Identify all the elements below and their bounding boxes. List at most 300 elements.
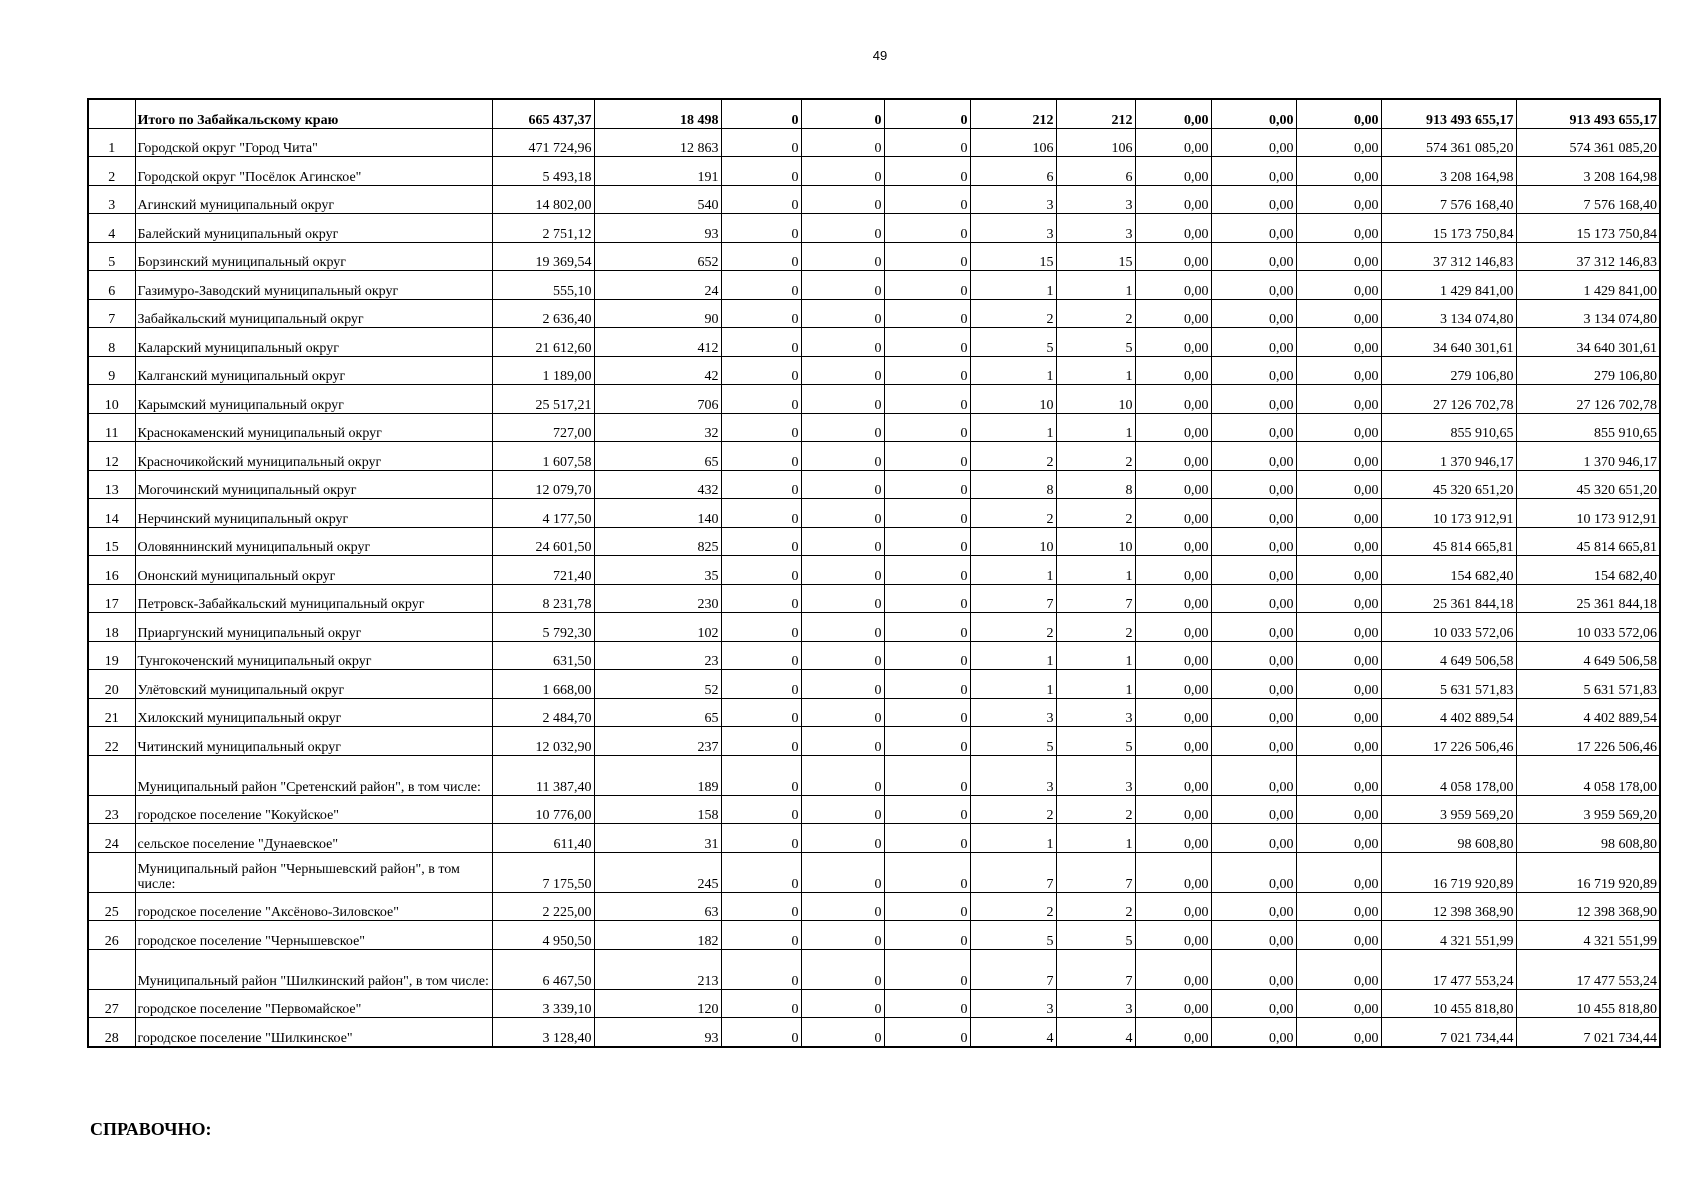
row-number-cell: 20: [88, 670, 135, 699]
value-cell: 3 339,10: [492, 989, 594, 1018]
value-cell: 721,40: [492, 556, 594, 585]
value-cell: 10 173 912,91: [1381, 499, 1516, 528]
value-cell: 1: [1056, 824, 1135, 853]
value-cell: 0,00: [1296, 921, 1381, 950]
value-cell: 24: [594, 271, 721, 300]
table-row: [88, 128, 1660, 157]
value-cell: 0: [801, 527, 884, 556]
row-number-cell: 19: [88, 641, 135, 670]
value-cell: 0: [884, 670, 970, 699]
value-cell: 0: [801, 892, 884, 921]
value-cell: 7: [1056, 852, 1135, 892]
value-cell: 2: [1056, 892, 1135, 921]
municipality-name-cell: Балейский муниципальный округ: [135, 214, 492, 243]
table-row: [88, 442, 1660, 471]
value-cell: 3: [1056, 185, 1135, 214]
value-cell: 0,00: [1211, 128, 1296, 157]
value-cell: 0,00: [1135, 442, 1211, 471]
value-cell: 0: [884, 242, 970, 271]
value-cell: 2 484,70: [492, 698, 594, 727]
value-cell: 0,00: [1296, 157, 1381, 186]
value-cell: 0: [801, 755, 884, 795]
table-row: [88, 892, 1660, 921]
municipality-name-cell: Каларский муниципальный округ: [135, 328, 492, 357]
total-name-cell: Итого по Забайкальскому краю: [135, 99, 492, 128]
value-cell: 0,00: [1211, 499, 1296, 528]
value-cell: 17 477 553,24: [1381, 949, 1516, 989]
value-cell: 3: [1056, 755, 1135, 795]
value-cell: 0,00: [1296, 949, 1381, 989]
value-cell: 0: [801, 242, 884, 271]
value-cell: 5: [970, 727, 1056, 756]
value-cell: 0: [884, 584, 970, 613]
value-cell: 0,00: [1296, 271, 1381, 300]
value-cell: 0,00: [1135, 727, 1211, 756]
value-cell: 0: [884, 328, 970, 357]
value-cell: 1 370 946,17: [1381, 442, 1516, 471]
value-cell: 1: [1056, 670, 1135, 699]
total-value-cell: 913 493 655,17: [1381, 99, 1516, 128]
value-cell: 0: [721, 128, 801, 157]
value-cell: 540: [594, 185, 721, 214]
value-cell: 12 398 368,90: [1516, 892, 1660, 921]
value-cell: 0,00: [1135, 527, 1211, 556]
municipality-name-cell: Оловяннинский муниципальный округ: [135, 527, 492, 556]
value-cell: 4 177,50: [492, 499, 594, 528]
municipality-name-cell: Тунгокоченский муниципальный округ: [135, 641, 492, 670]
value-cell: 0,00: [1135, 670, 1211, 699]
value-cell: 0: [884, 128, 970, 157]
municipality-name-cell: Агинский муниципальный округ: [135, 185, 492, 214]
value-cell: 16 719 920,89: [1516, 852, 1660, 892]
value-cell: 5 792,30: [492, 613, 594, 642]
value-cell: 0: [801, 989, 884, 1018]
value-cell: 0,00: [1296, 413, 1381, 442]
row-number-cell: 4: [88, 214, 135, 243]
value-cell: 0,00: [1211, 328, 1296, 357]
value-cell: 34 640 301,61: [1516, 328, 1660, 357]
value-cell: 0,00: [1135, 641, 1211, 670]
value-cell: 98 608,80: [1381, 824, 1516, 853]
table-row: [88, 698, 1660, 727]
value-cell: 15 173 750,84: [1516, 214, 1660, 243]
value-cell: 4 950,50: [492, 921, 594, 950]
value-cell: 0: [721, 892, 801, 921]
value-cell: 1: [970, 356, 1056, 385]
value-cell: 1: [970, 413, 1056, 442]
value-cell: 25 361 844,18: [1381, 584, 1516, 613]
value-cell: 0: [884, 795, 970, 824]
value-cell: 2: [970, 892, 1056, 921]
value-cell: 10: [970, 385, 1056, 414]
municipality-name-cell: городское поселение "Чернышевское": [135, 921, 492, 950]
municipality-name-cell: Красночикойский муниципальный округ: [135, 442, 492, 471]
value-cell: 0,00: [1211, 641, 1296, 670]
table-row: [88, 356, 1660, 385]
value-cell: 3: [970, 989, 1056, 1018]
value-cell: 1 429 841,00: [1381, 271, 1516, 300]
table-row: [88, 299, 1660, 328]
value-cell: 4 649 506,58: [1516, 641, 1660, 670]
value-cell: 0: [884, 824, 970, 853]
value-cell: 0: [721, 921, 801, 950]
value-cell: 52: [594, 670, 721, 699]
value-cell: 3 208 164,98: [1516, 157, 1660, 186]
value-cell: 0,00: [1135, 356, 1211, 385]
value-cell: 0: [884, 385, 970, 414]
value-cell: 0: [801, 584, 884, 613]
value-cell: 7: [1056, 949, 1135, 989]
value-cell: 0: [884, 755, 970, 795]
value-cell: 0: [801, 214, 884, 243]
value-cell: 19 369,54: [492, 242, 594, 271]
value-cell: 0,00: [1211, 470, 1296, 499]
value-cell: 63: [594, 892, 721, 921]
value-cell: 0: [884, 185, 970, 214]
value-cell: 106: [1056, 128, 1135, 157]
table-row: [88, 556, 1660, 585]
value-cell: 120: [594, 989, 721, 1018]
municipality-name-cell: Ононский муниципальный округ: [135, 556, 492, 585]
total-value-cell: 0,00: [1135, 99, 1211, 128]
value-cell: 2: [970, 299, 1056, 328]
row-number-cell: 25: [88, 892, 135, 921]
value-cell: 4 321 551,99: [1381, 921, 1516, 950]
value-cell: 12 079,70: [492, 470, 594, 499]
value-cell: 1 668,00: [492, 670, 594, 699]
value-cell: 7: [970, 852, 1056, 892]
value-cell: 631,50: [492, 641, 594, 670]
value-cell: 0,00: [1211, 824, 1296, 853]
table-row: [88, 670, 1660, 699]
table-row: [88, 755, 1660, 795]
value-cell: 8: [970, 470, 1056, 499]
value-cell: 0: [884, 949, 970, 989]
table-row: [88, 949, 1660, 989]
row-number-cell: 6: [88, 271, 135, 300]
value-cell: 574 361 085,20: [1516, 128, 1660, 157]
row-number-cell: 15: [88, 527, 135, 556]
municipality-name-cell: Улётовский муниципальный округ: [135, 670, 492, 699]
value-cell: 855 910,65: [1516, 413, 1660, 442]
value-cell: 7 576 168,40: [1381, 185, 1516, 214]
total-row: [88, 99, 1660, 128]
value-cell: 0: [801, 824, 884, 853]
municipality-name-cell: Газимуро-Заводский муниципальный округ: [135, 271, 492, 300]
value-cell: 15 173 750,84: [1381, 214, 1516, 243]
value-cell: 3: [1056, 989, 1135, 1018]
page-number: 49: [872, 48, 888, 63]
total-value-cell: 913 493 655,17: [1516, 99, 1660, 128]
row-number-cell: 27: [88, 989, 135, 1018]
value-cell: 412: [594, 328, 721, 357]
value-cell: 1: [970, 641, 1056, 670]
row-number-cell: 24: [88, 824, 135, 853]
value-cell: 3 134 074,80: [1381, 299, 1516, 328]
value-cell: 12 032,90: [492, 727, 594, 756]
total-value-cell: 0,00: [1296, 99, 1381, 128]
total-value-cell: 18 498: [594, 99, 721, 128]
value-cell: 0: [721, 470, 801, 499]
value-cell: 32: [594, 413, 721, 442]
row-number-cell: 12: [88, 442, 135, 471]
value-cell: 0: [884, 1018, 970, 1047]
municipality-name-cell: Муниципальный район "Чернышевский район", в том числе:: [135, 852, 492, 892]
municipality-name-cell: Городской округ "Город Чита": [135, 128, 492, 157]
value-cell: 0: [801, 470, 884, 499]
row-number-cell: 22: [88, 727, 135, 756]
row-number-cell: 2: [88, 157, 135, 186]
value-cell: 1: [1056, 641, 1135, 670]
value-cell: 0: [801, 385, 884, 414]
value-cell: 3 959 569,20: [1381, 795, 1516, 824]
value-cell: 0,00: [1211, 271, 1296, 300]
value-cell: 7 021 734,44: [1381, 1018, 1516, 1047]
value-cell: 0,00: [1211, 921, 1296, 950]
row-number-cell: 18: [88, 613, 135, 642]
row-number-cell: 17: [88, 584, 135, 613]
value-cell: 213: [594, 949, 721, 989]
value-cell: 14 802,00: [492, 185, 594, 214]
value-cell: 0: [884, 356, 970, 385]
value-cell: 7 576 168,40: [1516, 185, 1660, 214]
value-cell: 0: [801, 1018, 884, 1047]
value-cell: 0: [801, 499, 884, 528]
value-cell: 706: [594, 385, 721, 414]
value-cell: 1 429 841,00: [1516, 271, 1660, 300]
reference-label: СПРАВОЧНО:: [90, 1119, 212, 1139]
table-row: [88, 470, 1660, 499]
value-cell: 45 320 651,20: [1381, 470, 1516, 499]
value-cell: 3: [970, 698, 1056, 727]
value-cell: 5: [970, 921, 1056, 950]
value-cell: 106: [970, 128, 1056, 157]
value-cell: 93: [594, 1018, 721, 1047]
value-cell: 3: [970, 214, 1056, 243]
value-cell: 555,10: [492, 271, 594, 300]
municipality-name-cell: Муниципальный район "Сретенский район", в том числе:: [135, 755, 492, 795]
value-cell: 65: [594, 442, 721, 471]
value-cell: 5 631 571,83: [1381, 670, 1516, 699]
value-cell: 0,00: [1135, 698, 1211, 727]
municipality-name-cell: Городской округ "Посёлок Агинское": [135, 157, 492, 186]
value-cell: 0,00: [1296, 795, 1381, 824]
value-cell: 0: [721, 824, 801, 853]
value-cell: 0: [884, 989, 970, 1018]
value-cell: 189: [594, 755, 721, 795]
value-cell: 0,00: [1296, 1018, 1381, 1047]
row-number-cell: 3: [88, 185, 135, 214]
value-cell: 4 402 889,54: [1381, 698, 1516, 727]
total-value-cell: 0: [721, 99, 801, 128]
value-cell: 0: [884, 613, 970, 642]
municipality-name-cell: Муниципальный район "Шилкинский район", в том числе:: [135, 949, 492, 989]
value-cell: 0: [801, 641, 884, 670]
value-cell: 2: [1056, 442, 1135, 471]
value-cell: 1: [1056, 271, 1135, 300]
value-cell: 0,00: [1296, 385, 1381, 414]
value-cell: 471 724,96: [492, 128, 594, 157]
value-cell: 4 402 889,54: [1516, 698, 1660, 727]
total-num-cell: [88, 99, 135, 128]
value-cell: 0,00: [1211, 242, 1296, 271]
value-cell: 0,00: [1135, 795, 1211, 824]
value-cell: 2: [970, 613, 1056, 642]
value-cell: 37 312 146,83: [1516, 242, 1660, 271]
table-row: [88, 727, 1660, 756]
value-cell: 0,00: [1135, 157, 1211, 186]
value-cell: 45 320 651,20: [1516, 470, 1660, 499]
value-cell: 17 226 506,46: [1381, 727, 1516, 756]
value-cell: 0: [721, 385, 801, 414]
value-cell: 0: [721, 670, 801, 699]
value-cell: 7: [970, 584, 1056, 613]
value-cell: 0,00: [1135, 852, 1211, 892]
value-cell: 102: [594, 613, 721, 642]
value-cell: 27 126 702,78: [1516, 385, 1660, 414]
value-cell: 0: [884, 921, 970, 950]
value-cell: 5 631 571,83: [1516, 670, 1660, 699]
value-cell: 3: [970, 755, 1056, 795]
value-cell: 5 493,18: [492, 157, 594, 186]
value-cell: 1 607,58: [492, 442, 594, 471]
municipality-name-cell: городское поселение "Кокуйское": [135, 795, 492, 824]
row-number-cell: [88, 755, 135, 795]
value-cell: 0: [721, 795, 801, 824]
table-row: [88, 185, 1660, 214]
value-cell: 245: [594, 852, 721, 892]
value-cell: 0,00: [1296, 755, 1381, 795]
value-cell: 10 173 912,91: [1516, 499, 1660, 528]
value-cell: 0,00: [1135, 755, 1211, 795]
total-value-cell: 212: [1056, 99, 1135, 128]
value-cell: 10 033 572,06: [1381, 613, 1516, 642]
value-cell: 4 058 178,00: [1516, 755, 1660, 795]
value-cell: 0: [721, 299, 801, 328]
value-cell: 31: [594, 824, 721, 853]
value-cell: 0,00: [1296, 727, 1381, 756]
value-cell: 0,00: [1135, 989, 1211, 1018]
table-row: [88, 1018, 1660, 1047]
value-cell: 0: [801, 727, 884, 756]
total-value-cell: 0,00: [1211, 99, 1296, 128]
value-cell: 432: [594, 470, 721, 499]
value-cell: 0,00: [1296, 613, 1381, 642]
row-number-cell: 8: [88, 328, 135, 357]
value-cell: 0: [884, 442, 970, 471]
value-cell: 7 175,50: [492, 852, 594, 892]
table-row: [88, 921, 1660, 950]
value-cell: 45 814 665,81: [1381, 527, 1516, 556]
table-row: [88, 824, 1660, 853]
value-cell: 23: [594, 641, 721, 670]
value-cell: 0: [721, 356, 801, 385]
value-cell: 25 361 844,18: [1516, 584, 1660, 613]
value-cell: 0,00: [1211, 795, 1296, 824]
value-cell: 611,40: [492, 824, 594, 853]
row-number-cell: 9: [88, 356, 135, 385]
municipality-name-cell: Читинский муниципальный округ: [135, 727, 492, 756]
value-cell: 2 751,12: [492, 214, 594, 243]
value-cell: 6: [1056, 157, 1135, 186]
value-cell: 0: [884, 556, 970, 585]
municipality-name-cell: сельское поселение "Дунаевское": [135, 824, 492, 853]
value-cell: 8: [1056, 470, 1135, 499]
value-cell: 3: [970, 185, 1056, 214]
value-cell: 230: [594, 584, 721, 613]
row-number-cell: 23: [88, 795, 135, 824]
value-cell: 0: [721, 1018, 801, 1047]
value-cell: 0,00: [1296, 299, 1381, 328]
value-cell: 1 189,00: [492, 356, 594, 385]
value-cell: 0,00: [1211, 989, 1296, 1018]
value-cell: 0,00: [1135, 413, 1211, 442]
value-cell: 0,00: [1135, 470, 1211, 499]
value-cell: 0,00: [1211, 698, 1296, 727]
value-cell: 0: [801, 949, 884, 989]
value-cell: 0: [721, 727, 801, 756]
value-cell: 0: [721, 442, 801, 471]
value-cell: 0,00: [1211, 527, 1296, 556]
value-cell: 6 467,50: [492, 949, 594, 989]
value-cell: 0,00: [1135, 328, 1211, 357]
value-cell: 10 776,00: [492, 795, 594, 824]
value-cell: 2: [1056, 795, 1135, 824]
value-cell: 0,00: [1135, 271, 1211, 300]
value-cell: 0,00: [1135, 824, 1211, 853]
row-number-cell: 10: [88, 385, 135, 414]
value-cell: 34 640 301,61: [1381, 328, 1516, 357]
value-cell: 25 517,21: [492, 385, 594, 414]
table-row: [88, 157, 1660, 186]
value-cell: 0: [721, 613, 801, 642]
table-row: [88, 613, 1660, 642]
value-cell: 0,00: [1211, 892, 1296, 921]
data-table: [87, 98, 1661, 1048]
value-cell: 5: [970, 328, 1056, 357]
value-cell: 237: [594, 727, 721, 756]
value-cell: 90: [594, 299, 721, 328]
value-cell: 5: [1056, 727, 1135, 756]
total-value-cell: 0: [801, 99, 884, 128]
table-row: [88, 328, 1660, 357]
value-cell: 7 021 734,44: [1516, 1018, 1660, 1047]
value-cell: 0: [721, 157, 801, 186]
municipality-name-cell: Карымский муниципальный округ: [135, 385, 492, 414]
value-cell: 0: [801, 185, 884, 214]
value-cell: 16 719 920,89: [1381, 852, 1516, 892]
value-cell: 3 128,40: [492, 1018, 594, 1047]
value-cell: 4 321 551,99: [1516, 921, 1660, 950]
value-cell: 1: [970, 556, 1056, 585]
value-cell: 0,00: [1296, 470, 1381, 499]
value-cell: 0: [721, 698, 801, 727]
value-cell: 7: [970, 949, 1056, 989]
row-number-cell: 1: [88, 128, 135, 157]
value-cell: 10 455 818,80: [1516, 989, 1660, 1018]
value-cell: 0: [884, 892, 970, 921]
value-cell: 21 612,60: [492, 328, 594, 357]
value-cell: 98 608,80: [1516, 824, 1660, 853]
value-cell: 727,00: [492, 413, 594, 442]
value-cell: 2: [1056, 613, 1135, 642]
value-cell: 0,00: [1135, 921, 1211, 950]
value-cell: 0: [801, 157, 884, 186]
value-cell: 10: [1056, 527, 1135, 556]
table-row: [88, 527, 1660, 556]
value-cell: 652: [594, 242, 721, 271]
table-row: [88, 242, 1660, 271]
